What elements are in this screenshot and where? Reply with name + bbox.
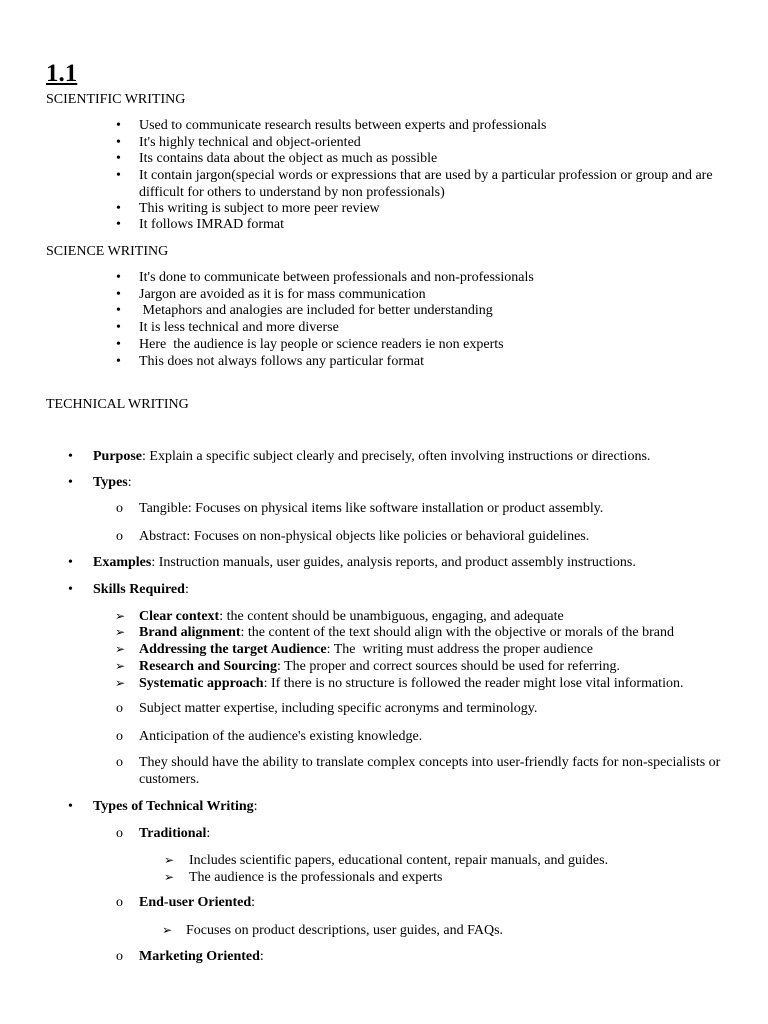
- scientific-item: It contain jargon(special words or expressions that are used by a particular profession or group and are difficult for others to understand by non professionals): [139, 168, 713, 200]
- scientific-item: This writing is subject to more peer review: [139, 201, 380, 216]
- science-item: It's done to communicate between professionals and non-professionals: [139, 270, 534, 285]
- science-item: Here the audience is lay people or science readers ie non experts: [139, 337, 504, 352]
- section-number-heading: 1.1: [46, 60, 78, 87]
- circle-marker: o: [116, 701, 123, 716]
- types-item: Tangible: Focuses on physical items like software installation or product assembly.: [139, 501, 604, 516]
- enduser-label: End-user Oriented: [139, 895, 252, 910]
- types-item: Abstract: Focuses on non-physical objects like policies or behavioral guidelines.: [139, 529, 590, 544]
- arrow-marker: ➢: [164, 853, 175, 867]
- types-text: :: [127, 475, 132, 490]
- circle-marker: o: [116, 895, 123, 910]
- circle-marker: o: [116, 501, 123, 516]
- traditional-label: Traditional: [139, 826, 207, 841]
- bullet-marker: •: [68, 799, 73, 814]
- bullet-marker: •: [116, 201, 121, 216]
- bullet-marker: •: [68, 555, 73, 570]
- skill-arrow-text: : The writing must address the proper audience: [326, 642, 594, 657]
- purpose-text: : Explain a specific subject clearly and precisely, often involving instructions or directions.: [142, 449, 651, 464]
- marketing-line: [139, 948, 264, 965]
- enduser-line: [139, 894, 255, 911]
- skill-arrow-text: : If there is no structure is followed the reader might lose vital information.: [263, 676, 684, 691]
- bullet-marker: •: [116, 354, 121, 369]
- bullet-marker: •: [68, 449, 73, 464]
- science-item: Metaphors and analogies are included for better understanding: [139, 303, 493, 318]
- science-item: It is less technical and more diverse: [139, 320, 339, 335]
- arrow-marker: ➢: [115, 642, 126, 656]
- arrow-marker: ➢: [115, 625, 126, 639]
- technical-writing-title: TECHNICAL WRITING: [46, 397, 189, 412]
- arrow-marker: ➢: [115, 676, 126, 690]
- skill-arrow-label: Research and Sourcing: [139, 659, 277, 674]
- bullet-marker: •: [116, 168, 121, 183]
- traditional-text: :: [206, 826, 211, 841]
- bullet-marker: •: [116, 151, 121, 166]
- purpose-line: [93, 448, 650, 465]
- types-of-writing-label: Types of Technical Writing: [93, 799, 254, 814]
- arrow-marker: ➢: [164, 870, 175, 884]
- skill-arrow-item: [139, 608, 564, 625]
- bullet-marker: •: [116, 287, 121, 302]
- bullet-marker: •: [116, 217, 121, 232]
- examples-label: Examples: [93, 555, 152, 570]
- science-item: This does not always follows any particular format: [139, 354, 424, 369]
- skills-label: Skills Required: [93, 582, 185, 597]
- circle-marker: o: [116, 755, 123, 770]
- skill-arrow-label: Addressing the target Audience: [139, 642, 327, 657]
- skill-arrow-text: : The proper and correct sources should be used for referring.: [276, 659, 620, 674]
- skill-item: They should have the ability to translate complex concepts into user-friendly facts for non-specialists or customers.: [139, 755, 721, 787]
- scientific-writing-title: SCIENTIFIC WRITING: [46, 92, 186, 107]
- arrow-marker: ➢: [115, 609, 126, 623]
- marketing-label: Marketing Oriented: [139, 949, 260, 964]
- types-line: [93, 474, 132, 491]
- skill-arrow-label: Brand alignment: [139, 625, 241, 640]
- enduser-text: :: [251, 895, 256, 910]
- scientific-item: Its contains data about the object as much as possible: [139, 151, 438, 166]
- traditional-item: The audience is the professionals and experts: [189, 870, 443, 885]
- bullet-marker: •: [116, 303, 121, 318]
- bullet-marker: •: [116, 118, 121, 133]
- marketing-text: :: [259, 949, 264, 964]
- skill-arrow-label: Clear context: [139, 609, 220, 624]
- skill-arrow-label: Systematic approach: [139, 676, 264, 691]
- bullet-marker: •: [116, 337, 121, 352]
- skill-arrow-text: : the content should be unambiguous, engaging, and adequate: [219, 609, 564, 624]
- skills-line: [93, 581, 189, 598]
- bullet-marker: •: [116, 320, 121, 335]
- scientific-item: It follows IMRAD format: [139, 217, 285, 232]
- skill-arrow-text: : the content of the text should align with the objective or morals of the brand: [240, 625, 675, 640]
- circle-marker: o: [116, 826, 123, 841]
- scientific-item: It's highly technical and object-oriented: [139, 135, 361, 150]
- enduser-item: Focuses on product descriptions, user guides, and FAQs.: [186, 923, 504, 938]
- arrow-marker: ➢: [115, 659, 126, 673]
- skill-arrow-item: [139, 658, 620, 675]
- circle-marker: o: [116, 949, 123, 964]
- bullet-marker: •: [116, 135, 121, 150]
- skill-arrow-item: [139, 641, 593, 658]
- science-writing-title: SCIENCE WRITING: [46, 244, 169, 259]
- purpose-label: Purpose: [93, 449, 142, 464]
- bullet-marker: •: [68, 475, 73, 490]
- skill-arrow-item: [139, 675, 683, 692]
- types-of-writing-line: [93, 798, 258, 815]
- skill-item: Anticipation of the audience's existing knowledge.: [139, 729, 423, 744]
- scientific-item: Used to communicate research results between experts and professionals: [139, 118, 547, 133]
- skill-item: Subject matter expertise, including specific acronyms and terminology.: [139, 701, 538, 716]
- bullet-marker: •: [116, 270, 121, 285]
- examples-line: [93, 554, 636, 571]
- traditional-item: Includes scientific papers, educational content, repair manuals, and guides.: [189, 853, 609, 868]
- traditional-line: [139, 825, 210, 842]
- bullet-marker: •: [68, 582, 73, 597]
- examples-text: : Instruction manuals, user guides, analysis reports, and product assembly instructions.: [151, 555, 636, 570]
- circle-marker: o: [116, 529, 123, 544]
- science-item: Jargon are avoided as it is for mass communication: [139, 287, 426, 302]
- skill-arrow-item: [139, 624, 674, 641]
- circle-marker: o: [116, 729, 123, 744]
- arrow-marker: ➢: [162, 923, 173, 937]
- types-label: Types: [93, 475, 128, 490]
- types-of-writing-text: :: [253, 799, 258, 814]
- skills-text: :: [184, 582, 189, 597]
